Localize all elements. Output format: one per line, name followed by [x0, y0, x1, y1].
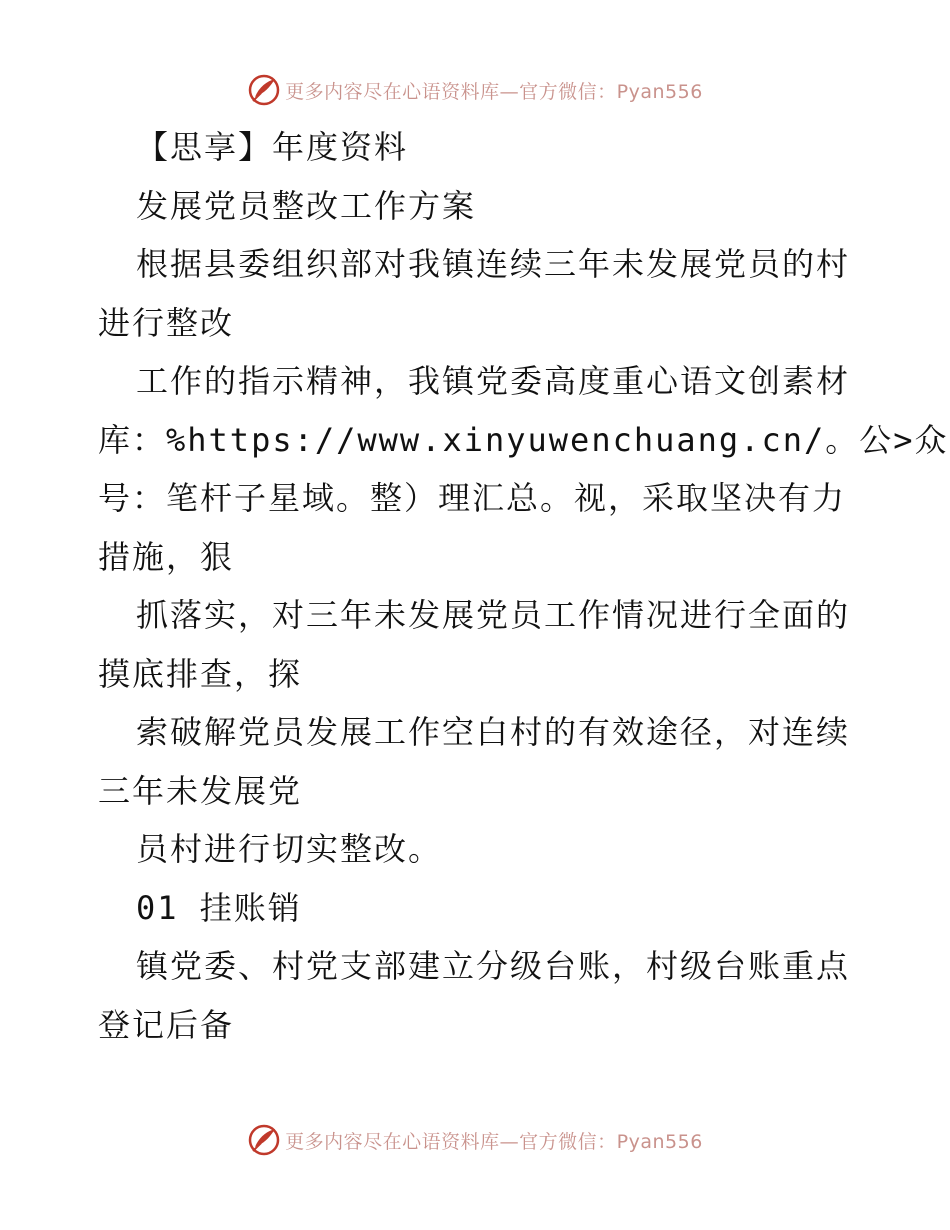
doc-line: 摸底排查，探 — [98, 654, 303, 693]
doc-line: 登记后备 — [98, 1005, 235, 1044]
quill-logo-icon — [247, 73, 281, 107]
doc-line: 进行整改 — [98, 303, 235, 342]
header-watermark — [0, 72, 950, 108]
document-body — [98, 118, 949, 1054]
doc-line: 【思享】年度资料 — [136, 128, 409, 166]
footer-watermark — [0, 1122, 950, 1158]
doc-line: 根据县委组织部对我镇连续三年未发展党员的村 — [136, 245, 851, 283]
doc-line: 措施，狠 — [98, 537, 235, 576]
doc-line: 工作的指示精神，我镇党委高度重心语文创素材 — [136, 362, 851, 400]
doc-line: 镇党委、村党支部建立分级台账，村级台账重点 — [136, 947, 851, 985]
doc-line: 抓落实，对三年未发展党员工作情况进行全面的 — [136, 596, 851, 634]
doc-title: 发展党员整改工作方案 — [136, 186, 477, 225]
doc-line: 三年未发展党 — [98, 771, 303, 810]
doc-line: 库：%https://www.xinyuwenchuang.cn/。公>众 — [98, 420, 949, 459]
doc-line: 索破解党员发展工作空白村的有效途径，对连续 — [136, 713, 851, 751]
doc-line: 员村进行切实整改。 — [136, 830, 443, 868]
watermark-text: 更多内容尽在心语资料库—官方微信：Pyan556 — [285, 80, 703, 103]
watermark-text: 更多内容尽在心语资料库—官方微信：Pyan556 — [285, 1130, 703, 1153]
doc-line: 号：笔杆子星域。整）理汇总。视，采取坚决有力 — [98, 479, 847, 517]
quill-logo-icon — [247, 1123, 281, 1157]
section-heading: 01 挂账销 — [136, 888, 302, 927]
